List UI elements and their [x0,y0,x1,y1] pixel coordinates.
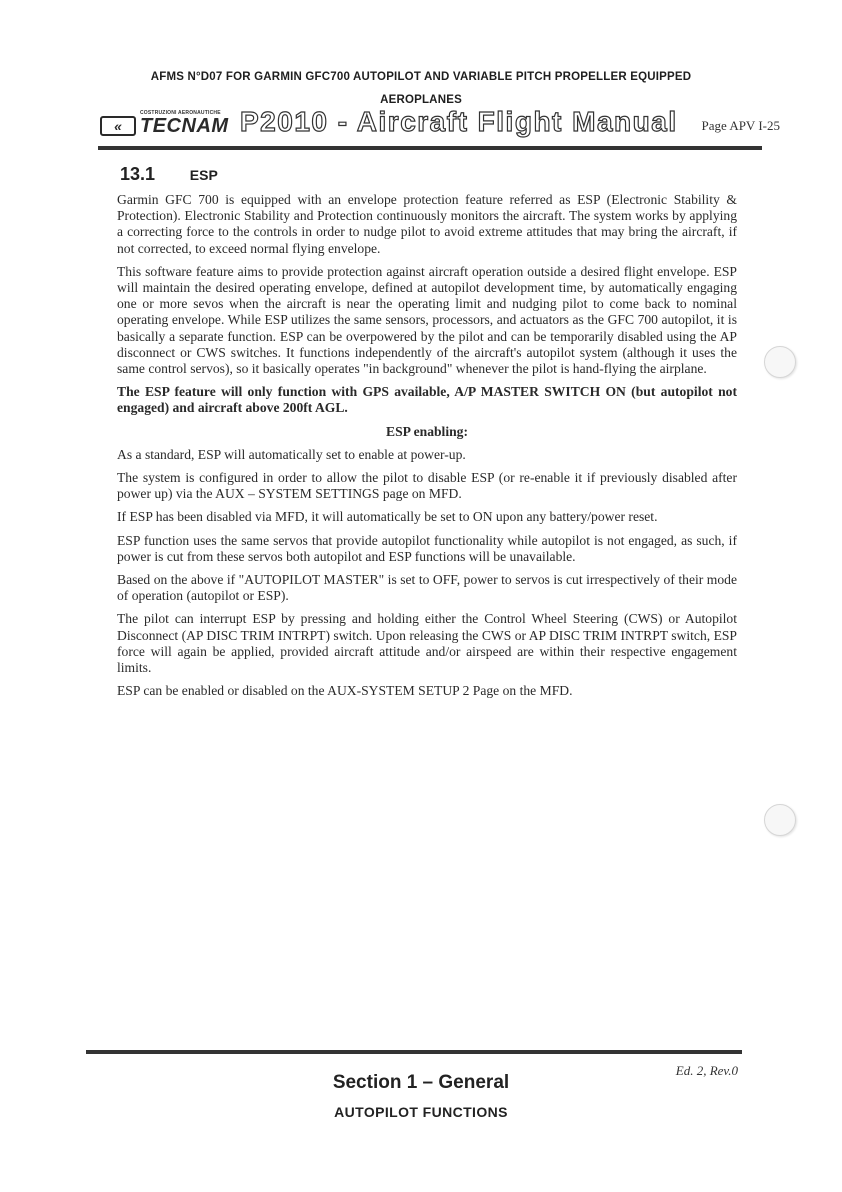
tecnam-logo [100,110,229,140]
paragraph-7: ESP function uses the same servos that provide autopilot functionality while autopilot is not engaged, as such, if power is cut from these servos both autopilot and ESP functions will be unavailable. [117,532,737,564]
header-line-2: AEROPLANES [380,94,462,106]
manual-title: P2010 - Aircraft Flight Manual [240,106,678,137]
brand-row [100,108,780,142]
paragraph-6: If ESP has been disabled via MFD, it will automatically be set to ON upon any battery/power reset. [117,509,658,525]
header-rule [98,146,762,150]
paragraph-1: Garmin GFC 700 is equipped with an envelope protection feature referred as ESP (Electronic Stability & Protection). Electronic Stability and Protection continuously monitors the aircraft. The system works by applying a correcting force to the controls in order to nudge pilot to avoid extreme attitudes that may bring the aircraft, if not corrected, to exceed normal flying envelope. [117,192,737,256]
paragraph-9: The pilot can interrupt ESP by pressing and holding either the Control Wheel Steering (CWS) or Autopilot Disconnect (AP DISC TRIM INTRPT) switch. Upon releasing the CWS or AP DISC TRIM INTRPT switch, ESP force will again be applied, provided aircraft attitude and/or airspeed are within their respective engagement limits. [117,611,737,676]
paragraph-8: Based on the above if "AUTOPILOT MASTER" is set to OFF, power to servos is cut irrespectively of their mode of operation (autopilot or ESP). [117,572,737,604]
logo-mark-icon: « [100,116,136,136]
page-number: Page APV I-25 [701,118,780,133]
paragraph-2: This software feature aims to provide protection against aircraft operation outside a desired flight envelope. ESP will maintain the desired operating envelope, defined at autopilot development time, by automatically engaging one or more sevos when the aircraft is near the operating limit and nudging pilot to come back to nominal operating envelope. While ESP utilizes the same sensors, processors, and actuators as the GFC 700 autopilot, it is basically a separate function. ESP can be overpowered by the pilot and can be temporarily disabled using the AP disconnect or CWS switches. It functions independently of the aircraft's autopilot system (although it uses the same control servos), so it basically operates "in background" whenever the pilot is hand-flying the airplane. [117,263,737,377]
logo-subtitle: COSTRUZIONI AERONAUTICHE [140,110,221,116]
body-text [117,192,737,706]
footer-subsection-title: AUTOPILOT FUNCTIONS [334,1104,508,1120]
sub-heading-esp-enabling: ESP enabling: [386,423,468,439]
punch-hole-upper [764,346,796,378]
paragraph-10: ESP can be enabled or disabled on the AUX-SYSTEM SETUP 2 Page on the MFD. [117,683,573,699]
section-number: 13.1 [120,164,156,184]
section-title: ESP [189,167,218,183]
section-heading [120,164,218,185]
paragraph-5: The system is configured in order to allow the pilot to disable ESP (or re-enable it if previously disabled after power up) via the AUX – SYSTEM SETTINGS page on MFD. [117,470,737,502]
paragraph-3-warning: The ESP feature will only function with GPS available, A/P MASTER SWITCH ON (but autopilot not engaged) and aircraft above 200ft AGL. [117,384,737,416]
paragraph-4: As a standard, ESP will automatically set to enable at power-up. [117,446,466,462]
edition-label: Ed. 2, Rev.0 [675,1063,738,1078]
footer-rule [86,1050,742,1054]
punch-hole-lower [764,804,796,836]
footer-section-title: Section 1 – General [332,1072,510,1093]
header-line-1: AFMS N°D07 FOR GARMIN GFC700 AUTOPILOT AND VARIABLE PITCH PROPELLER EQUIPPED [150,71,692,83]
logo-wordmark: TECNAM [140,115,229,137]
